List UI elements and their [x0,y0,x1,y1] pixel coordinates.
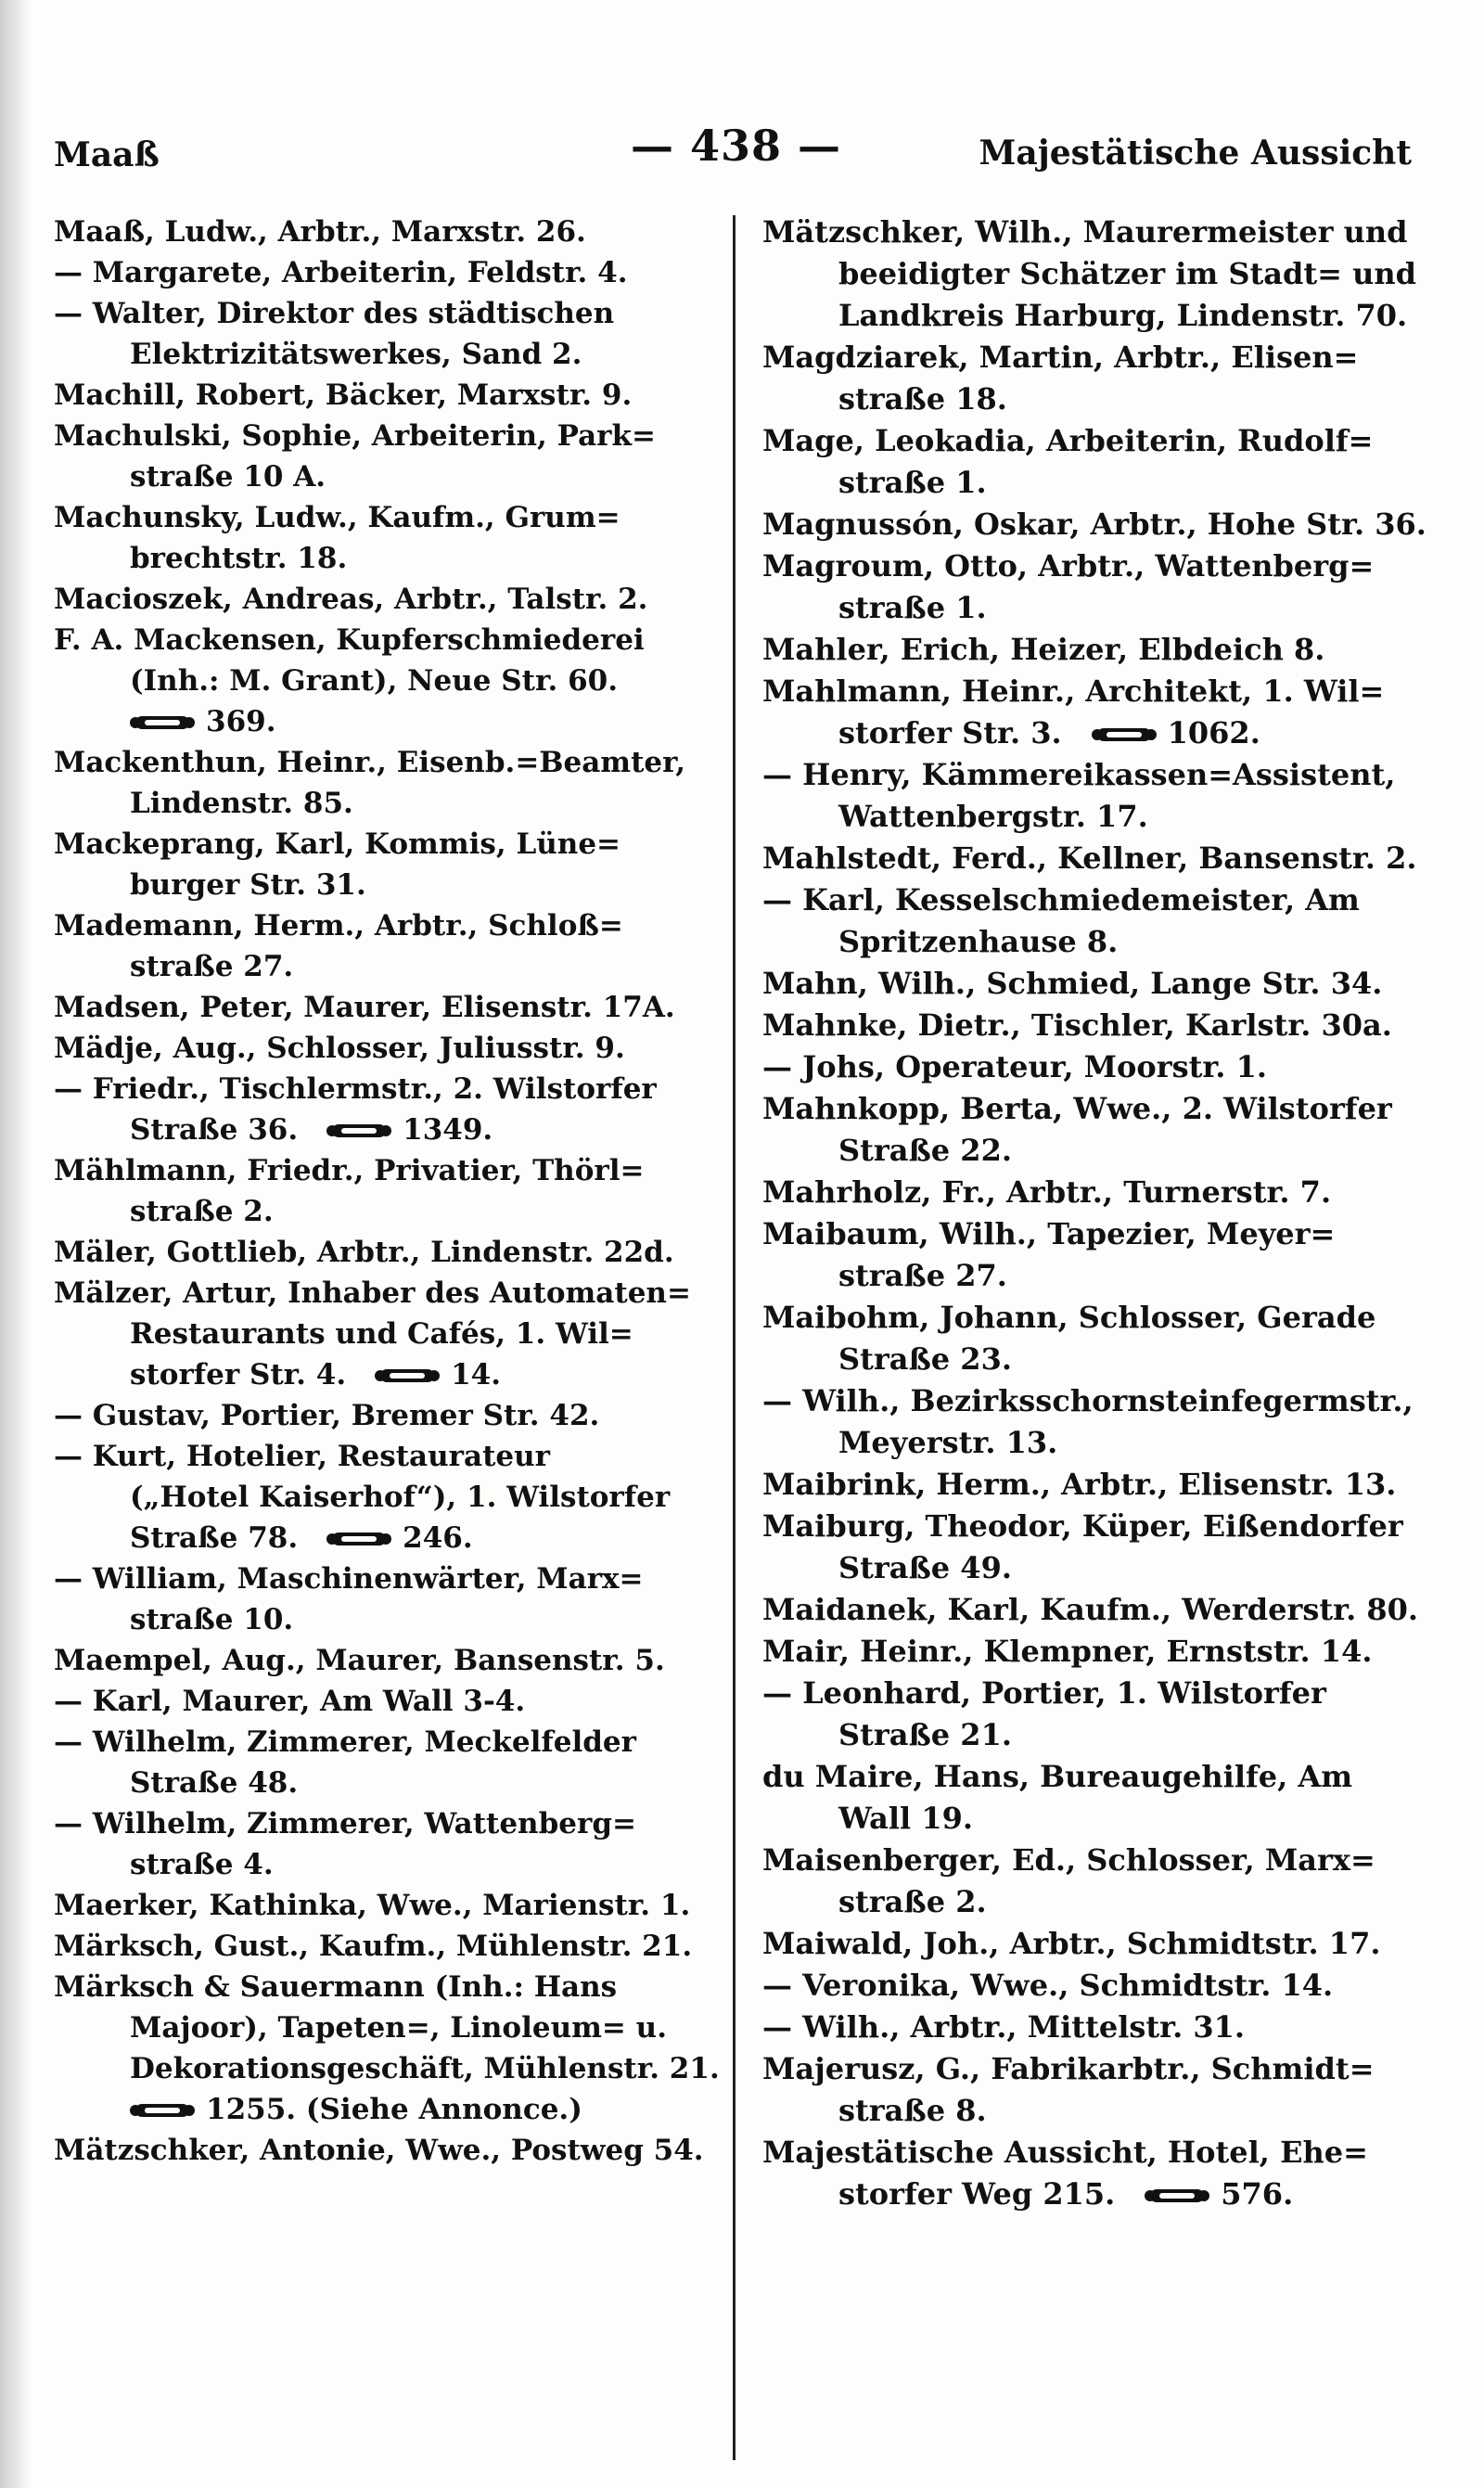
entry-line: Maisenberger, Ed., Schlosser, Marx= [762,1842,1375,1878]
directory-entry [762,2007,1430,2048]
entry-line: brechtstr. 18. [130,542,348,575]
entry-line: — Veronika, Wwe., Schmidtstr. 14. [762,1968,1334,2003]
directory-entry [762,212,1430,337]
directory-entry [54,1150,722,1232]
entry-line: straße 2. [130,1195,274,1228]
entry-line: Meyerstr. 13. [838,1425,1058,1460]
entry-line: („Hotel Kaiserhof“), 1. Wilstorfer [130,1481,671,1514]
telephone-icon [326,1121,391,1143]
entry-line: Maibaum, Wilh., Tapezier, Meyer= [762,1216,1336,1251]
entry-line: Maaß, Ludw., Arbtr., Marxstr. 26. [54,215,586,249]
entry-line: — Walter, Direktor des städtischen [54,297,615,330]
entry-line: Mahnkopp, Berta, Wwe., 2. Wilstorfer [762,1091,1392,1126]
directory-entry [54,1232,722,1273]
directory-entry [54,416,722,497]
directory-entry [54,1967,722,2130]
entry-line: Majerusz, G., Fabrikarbtr., Schmidt= [762,2051,1375,2086]
entry-line: straße 10. [130,1603,294,1636]
entry-line: Maibohm, Johann, Schlosser, Gerade [762,1300,1376,1335]
phone-line [54,1109,722,1150]
directory-entry [54,1028,722,1069]
entry-line: Mäler, Gottlieb, Arbtr., Lindenstr. 22d. [54,1236,674,1269]
phone-line [762,712,1430,754]
entry-line: Madsen, Peter, Maurer, Elisenstr. 17A. [54,991,675,1024]
entry-line: Maiburg, Theodor, Küper, Eißendorfer [762,1508,1403,1544]
directory-entry [762,545,1430,629]
entry-line: Mädje, Aug., Schlosser, Juliusstr. 9. [54,1032,625,1065]
telephone-icon [375,1366,440,1388]
directory-entry [762,1756,1430,1840]
entry-line: straße 1. [838,590,987,625]
directory-entry [762,2132,1430,2215]
entry-line: Majestätische Aussicht, Hotel, Ehe= [762,2135,1368,2170]
entry-line: straße 2. [838,1884,987,1919]
directory-entry [54,293,722,375]
telephone-icon [1145,2186,1209,2208]
entry-line: Lindenstr. 85. [130,787,353,820]
directory-entry [54,1803,722,1885]
directory-entry [762,1965,1430,2007]
directory-entry [762,879,1430,963]
directory-entry [762,1631,1430,1673]
directory-entry [54,579,722,620]
entry-line: Märksch, Gust., Kaufm., Mühlenstr. 21. [54,1930,693,1963]
directory-entry [762,838,1430,879]
entry-line: — Kurt, Hotelier, Restaurateur [54,1440,550,1473]
entry-line: Maidanek, Karl, Kaufm., Werderstr. 80. [762,1592,1419,1627]
directory-entry [54,1926,722,1967]
directory-entry [762,337,1430,420]
address-fragment: storfer Str. 4. [130,1358,347,1391]
directory-entry [54,1558,722,1640]
entry-line: — Friedr., Tischlermstr., 2. Wilstorfer [54,1072,657,1106]
entry-line: Mählmann, Friedr., Privatier, Thörl= [54,1154,645,1187]
directory-entry [54,742,722,824]
entry-line: Mälzer, Artur, Inhaber des Automaten= [54,1276,691,1310]
entry-line: Macioszek, Andreas, Arbtr., Talstr. 2. [54,583,648,616]
entry-line: Wall 19. [838,1801,974,1836]
entry-line: — Karl, Maurer, Am Wall 3-4. [54,1685,526,1718]
directory-entry [762,1380,1430,1464]
entry-line: Elektrizitätswerkes, Sand 2. [130,338,582,371]
entry-line: burger Str. 31. [130,868,366,902]
directory-entry [762,1923,1430,1965]
directory-entry [54,2130,722,2171]
page-number: — 438 — [631,121,842,171]
telephone-icon [326,1529,391,1551]
directory-entry [762,629,1430,671]
directory-entry [762,671,1430,754]
entry-line: Mahlstedt, Ferd., Kellner, Bansenstr. 2. [762,840,1417,876]
phone-number: 369. [206,705,276,738]
entry-line: F. A. Mackensen, Kupferschmiederei [54,623,645,657]
entry-line: Märksch & Sauermann (Inh.: Hans [54,1970,618,2004]
phone-number: 246. [403,1521,473,1555]
entry-line-with-phone [762,2174,1430,2215]
entry-line: Mahlmann, Heinr., Architekt, 1. Wil= [762,673,1385,709]
telephone-icon [130,712,195,735]
entry-line: — Gustav, Portier, Bremer Str. 42. [54,1399,600,1432]
directory-entry [54,987,722,1028]
directory-entry [54,1681,722,1722]
directory-entry [54,1640,722,1681]
directory-entry [54,252,722,293]
entry-line: straße 10 A. [130,460,326,494]
directory-entry [762,1046,1430,1088]
page-edge-shadow [0,0,32,2488]
directory-entry [762,504,1430,545]
directory-entry [54,620,722,742]
entry-line: — Karl, Kesselschmiedemeister, Am [762,882,1360,917]
entry-line: — Margarete, Arbeiterin, Feldstr. 4. [54,256,628,289]
directory-entry [762,754,1430,838]
entry-line: Machill, Robert, Bäcker, Marxstr. 9. [54,378,633,412]
entry-line: Mair, Heinr., Klempner, Ernststr. 14. [762,1634,1373,1669]
entry-line: Maiwald, Joh., Arbtr., Schmidtstr. 17. [762,1926,1381,1961]
entry-line: Mage, Leokadia, Arbeiterin, Rudolf= [762,423,1374,458]
entry-line: du Maire, Hans, Bureaugehilfe, Am [762,1759,1353,1794]
directory-entry [762,963,1430,1005]
address-fragment: Straße 36. [130,1113,299,1147]
entry-line: storfer Weg 215. [838,2176,1116,2212]
directory-entry [762,420,1430,504]
directory-entry [762,1464,1430,1506]
address-fragment: storfer Str. 3. [838,715,1062,750]
directory-entry [54,375,722,416]
header-left-keyword: Maaß [54,135,160,174]
address-fragment: Straße 78. [130,1521,299,1555]
entry-line: Mademann, Herm., Arbtr., Schloß= [54,909,623,943]
phone-line [54,701,722,742]
directory-entry [762,1673,1430,1756]
header-right-keyword: Majestätische Aussicht [979,134,1412,173]
directory-entry [762,1297,1430,1380]
directory-entry [54,1722,722,1803]
entry-line: Mätzschker, Antonie, Wwe., Postweg 54. [54,2134,704,2167]
entry-line: Straße 22. [838,1133,1012,1168]
entry-line: Mahrholz, Fr., Arbtr., Turnerstr. 7. [762,1174,1332,1210]
directory-entry [54,905,722,987]
entry-line: Majoor), Tapeten=, Linoleum= u. [130,2011,668,2045]
directory-entry [54,824,722,905]
entry-line: beeidigter Schätzer im Stadt= und [838,256,1416,291]
entry-line: — Wilhelm, Zimmerer, Wattenberg= [54,1807,636,1840]
telephone-icon [130,2100,195,2122]
entry-line: Mätzschker, Wilh., Maurermeister und [762,214,1408,250]
entry-line: — Johs, Operateur, Moorstr. 1. [762,1049,1267,1084]
entry-line: Magdziarek, Martin, Arbtr., Elisen= [762,340,1359,375]
entry-line: — Wilh., Arbtr., Mittelstr. 31. [762,2009,1246,2045]
entry-line: Dekorationsgeschäft, Mühlenstr. 21. [130,2052,720,2085]
entry-line: straße 4. [130,1848,274,1881]
directory-entry [762,1005,1430,1046]
directory-entry [54,1436,722,1558]
directory-entry [762,1840,1430,1923]
phone-number: 1255. (Siehe Annonce.) [206,2093,582,2126]
entry-line: Landkreis Harburg, Lindenstr. 70. [838,298,1408,333]
directory-entry [762,1088,1430,1172]
entry-line: — Wilh., Bezirksschornsteinfegermstr., [762,1383,1414,1418]
entry-line: straße 27. [130,950,294,983]
directory-entry [54,1069,722,1150]
entry-line: Straße 48. [130,1766,299,1800]
directory-entry [54,1395,722,1436]
directory-entry [762,1213,1430,1297]
phone-number: 1062. [1167,715,1260,750]
phone-number: 576. [1221,2176,1294,2212]
directory-entry [54,497,722,579]
entry-line: Mahnke, Dietr., Tischler, Karlstr. 30a. [762,1007,1392,1043]
entry-line: straße 1. [838,465,987,500]
entry-line: Magroum, Otto, Arbtr., Wattenberg= [762,548,1375,584]
entry-line: straße 8. [838,2093,987,2128]
telephone-icon [1092,725,1157,747]
entry-line: — Leonhard, Portier, 1. Wilstorfer [762,1675,1326,1711]
directory-entry [762,1506,1430,1589]
directory-entry [762,1589,1430,1631]
directory-entry [762,2048,1430,2132]
entry-line: Wattenbergstr. 17. [838,799,1148,834]
entry-line: Mackeprang, Karl, Kommis, Lüne= [54,827,621,861]
entry-line: — Wilhelm, Zimmerer, Meckelfelder [54,1725,636,1759]
entry-line: Magnussón, Oskar, Arbtr., Hohe Str. 36. [762,507,1426,542]
entry-line: (Inh.: M. Grant), Neue Str. 60. [130,664,619,698]
entry-line: straße 18. [838,381,1007,417]
entry-line: Mahler, Erich, Heizer, Elbdeich 8. [762,632,1325,667]
entry-line: — William, Maschinenwärter, Marx= [54,1562,644,1596]
entry-line: Mackenthun, Heinr., Eisenb.=Beamter, [54,746,686,779]
entry-line: straße 27. [838,1258,1007,1293]
entry-line: Maerker, Kathinka, Wwe., Marienstr. 1. [54,1889,691,1922]
entry-line: Machunsky, Ludw., Kaufm., Grum= [54,501,620,534]
entry-line: Straße 23. [838,1341,1012,1377]
phone-line [54,1354,722,1395]
entry-line: Restaurants und Cafés, 1. Wil= [130,1317,633,1351]
entry-line: Spritzenhause 8. [838,924,1119,959]
entry-line: Mahn, Wilh., Schmied, Lange Str. 34. [762,966,1383,1001]
entry-line: Straße 49. [838,1550,1012,1585]
phone-line [54,1518,722,1558]
column-divider [733,215,736,2460]
phone-line [54,2089,722,2130]
entry-line: Maempel, Aug., Maurer, Bansenstr. 5. [54,1644,665,1677]
phone-number: 14. [451,1358,502,1391]
left-column [54,212,722,2171]
page-header [54,121,1412,176]
entry-line: Machulski, Sophie, Arbeiterin, Park= [54,419,656,453]
directory-entry [762,1172,1430,1213]
directory-entry [54,212,722,252]
entry-line: Maibrink, Herm., Arbtr., Elisenstr. 13. [762,1467,1397,1502]
entry-line: Straße 21. [838,1717,1012,1752]
phone-number: 1349. [403,1113,493,1147]
directory-entry [54,1273,722,1395]
entry-line: — Henry, Kämmereikassen=Assistent, [762,757,1396,792]
directory-entry [54,1885,722,1926]
right-column [762,212,1430,2215]
